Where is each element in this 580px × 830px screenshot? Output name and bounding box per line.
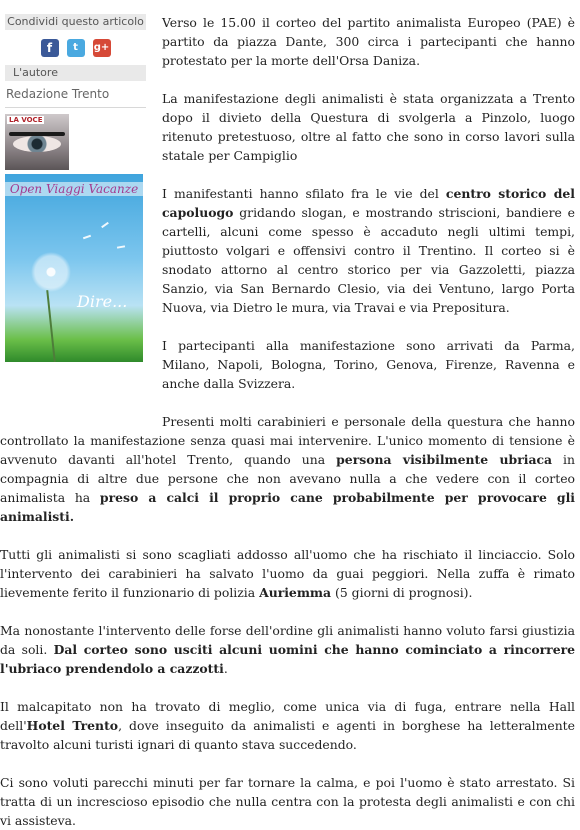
paragraph: Ma nonostante l'intervento delle forse dell'ordine gli animalisti hanno voluto farsi giustizia da soli. Dal corteo sono usciti alcuni uomini che hanno cominciato a rincorrere l'ubriaco prendendolo a cazzotti. xyxy=(0,623,576,676)
author-title: L'autore xyxy=(5,65,146,81)
paragraph: Tutti gli animalisti si sono scagliati addosso all'uomo che ha rischiato il linciaccio. Solo l'intervento dei carabinieri ha salvato l'uomo da guai peggiori. Nella zuffa è rimato lievemente ferito il funzionario di polizia Auriemma (5 giorni di prognosi). xyxy=(0,547,575,600)
ad-logo: LA VOCE xyxy=(9,116,43,124)
ad-brand: Open Viaggi Vacanze xyxy=(5,182,143,196)
google-plus-icon[interactable]: g+ xyxy=(93,39,111,57)
share-title: Condividi questo articolo xyxy=(5,14,146,30)
paragraph: Ci sono voluti parecchi minuti per far tornare la calma, e poi l'uomo è stato arrestato. Si tratta di un increscioso episodio che nulla centra con la protesta degli animalisti e con chi vi assisteva. xyxy=(0,775,575,828)
paragraph: I partecipanti alla manifestazione sono arrivati da Parma, Milano, Napoli, Bologna, Torino, Genova, Firenze, Ravenna e anche dalla Svizzera. xyxy=(162,338,575,391)
paragraph: Presenti molti carabinieri e personale della questura che hanno controllato la manifestazione senza quasi mai intervenire. L'unico momento di tensione è avvenuto davanti all'hotel Trento, quando una persona visibilmente ubriaca in compagnia di altre due persone che non avevano nulla a che vedere con il corteo animalista ha preso a calci il proprio cane probabilmente per provocare gli animalisti. xyxy=(0,414,575,524)
twitter-icon[interactable]: t xyxy=(67,39,85,57)
paragraph: La manifestazione degli animalisti è stata organizzata a Trento dopo il divieto della Questura di svolgerla a Pinzolo, luogo ritenuto pretestuoso, oltre al fatto che sono in corso lavori sulla statale per Campiglio xyxy=(162,91,575,163)
author-name[interactable]: Redazione Trento xyxy=(6,87,110,101)
ad-text: Dire... xyxy=(77,292,128,311)
paragraph: I manifestanti hanno sfilato fra le vie del centro storico del capoluogo gridando slogan, e mostrando striscioni, bandiere e cartelli, alcuni come spesso è accaduto negli ultimi tempi, piuttosto volgari e offensivi contro il Trentino. Il corteo si è snodato attorno al centro storico per via Gazzoletti, piazza Sanzio, via San Bernardo Clesio, via dei Ventuno, largo Porta Nuova, via Dietro le mura, via Travai e via Prepositura. xyxy=(162,186,576,315)
paragraph: Il malcapitato non ha trovato di meglio, come unica via di fuga, entrare nella Hall dell'Hotel Trento, dove inseguito da animalisti e agenti in borghese ha letteralmente travolto alcuni turisti ignari di quanto stava succedendo. xyxy=(0,699,575,752)
facebook-icon[interactable]: f xyxy=(41,39,59,57)
paragraph: Verso le 15.00 il corteo del partito animalista Europeo (PAE) è partito da piazza Dante, 300 circa i partecipanti che hanno protestato per la morte dell'Orsa Daniza. xyxy=(162,15,575,68)
